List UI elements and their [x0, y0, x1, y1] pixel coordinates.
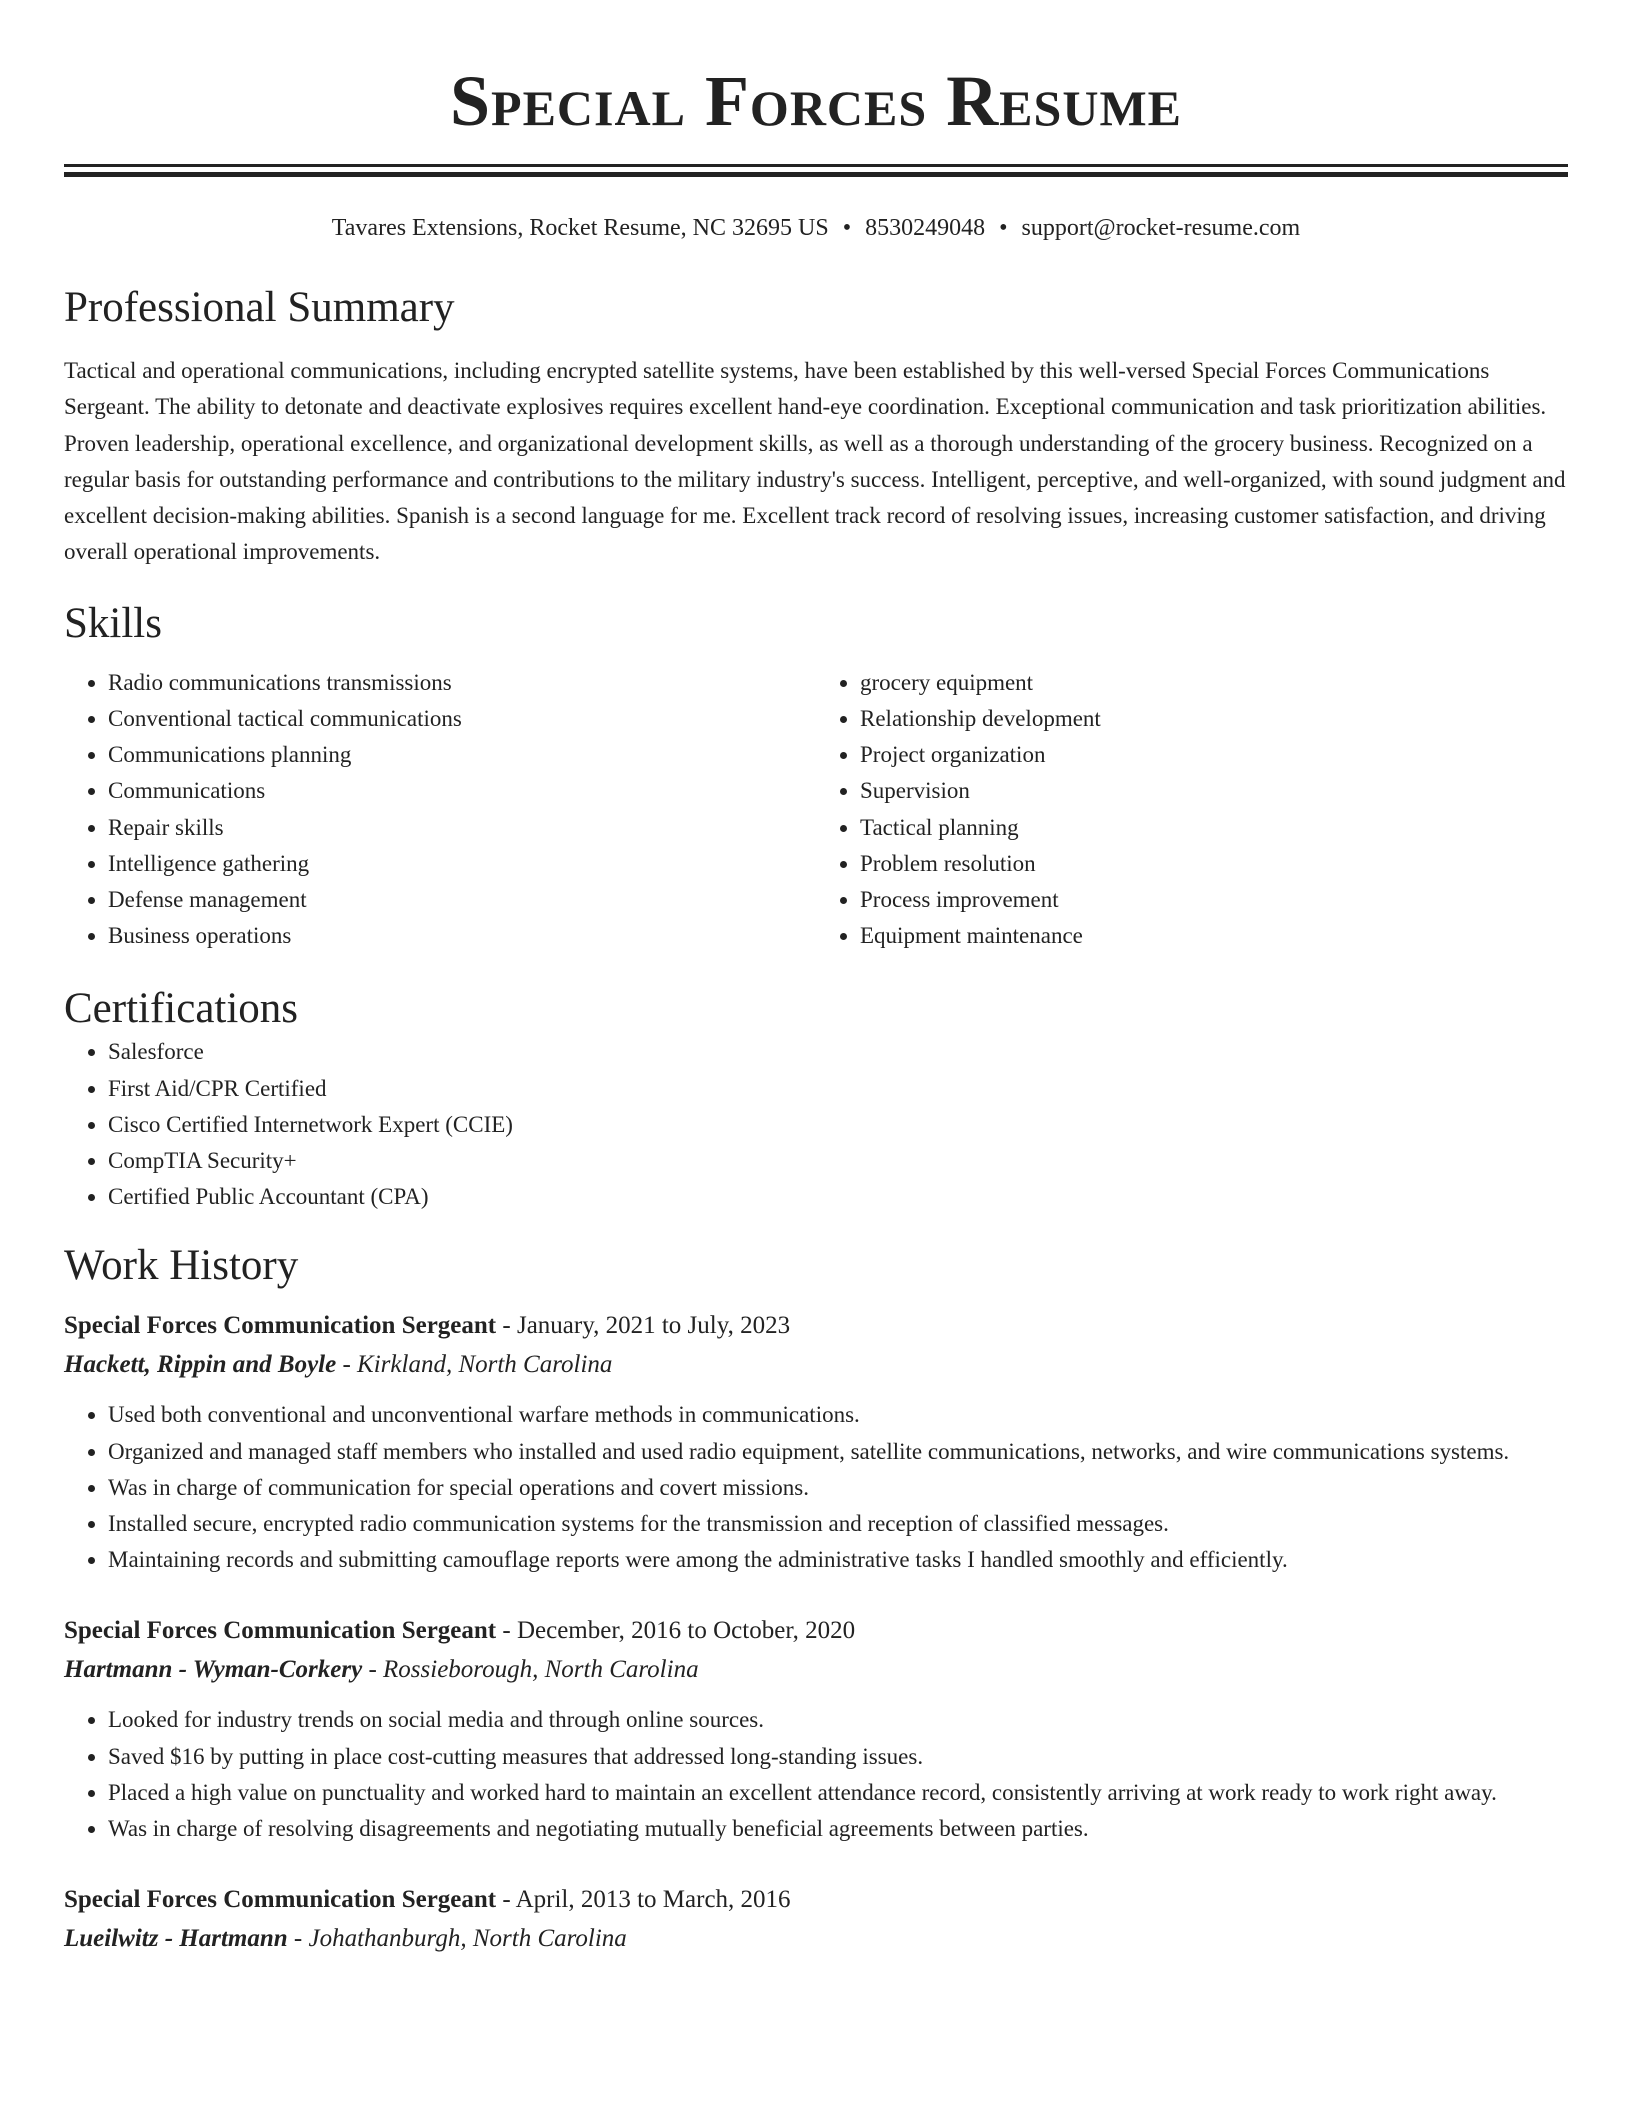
job-location: Rossieborough, North Carolina	[383, 1656, 699, 1684]
work-history-section	[64, 1241, 1568, 1959]
skill-item: • Repair skills	[108, 810, 816, 846]
title-rule-thick	[64, 172, 1568, 177]
skills-list-left	[64, 665, 816, 955]
job-title: Special Forces Communication Sergeant	[64, 1312, 497, 1340]
contact-phone: 8530249048	[865, 215, 986, 241]
title-rule-thin	[64, 164, 1568, 167]
job-title-line: Special Forces Communication Sergeant - December, 2016 to October, 2020	[64, 1617, 856, 1645]
job-entry	[64, 1881, 1568, 1959]
skill-item: • Defense management	[108, 882, 816, 918]
skill-item: • grocery equipment	[860, 665, 1568, 701]
skill-item: • Equipment maintenance	[860, 918, 1568, 954]
certification-item: • CompTIA Security+	[108, 1143, 1568, 1179]
skill-item: • Project organization	[860, 737, 1568, 773]
job-dates: December, 2016 to October, 2020	[516, 1617, 856, 1645]
skill-item: • Process improvement	[860, 882, 1568, 918]
job-bullet: • Was in charge of communication for special operations and covert missions.	[108, 1470, 1568, 1506]
job-bullet: • Installed secure, encrypted radio communication systems for the transmission and reception of classified messages.	[108, 1506, 1568, 1542]
job-bullets	[64, 1397, 1568, 1578]
job-company-line: Lueilwitz - Hartmann - Johathanburgh, North Carolina	[64, 1925, 627, 1953]
skill-item: • Problem resolution	[860, 846, 1568, 882]
skills-heading: Skills	[64, 599, 162, 647]
summary-text: Tactical and operational communications, including encrypted satellite systems, have been established by this well-versed Special Forces Communications Sergeant. The ability to detonate and deactivate explosives requires excellent hand-eye coordination. Exceptional communication and task prioritization abilities. Proven leadership, operational excellence, and organizational development skills, as well as a thorough understanding of the grocery business. Recognized on a regular basis for outstanding performance and contributions to the military industry's success. Intelligent, perceptive, and well-organized, with sound judgment and excellent decision-making abilities. Spanish is a second language for me. Excellent track record of resolving issues, increasing customer satisfaction, and driving overall operational improvements.	[64, 358, 1566, 565]
contact-address: Tavares Extensions, Rocket Resume, NC 32695 US	[331, 215, 829, 241]
certifications-heading: Certifications	[64, 985, 299, 1033]
job-location: Johathanburgh, North Carolina	[308, 1925, 627, 1953]
summary-heading: Professional Summary	[64, 284, 455, 331]
job-title-line: Special Forces Communication Sergeant - January, 2021 to July, 2023	[64, 1312, 791, 1340]
job-bullets	[64, 1702, 1568, 1847]
job-entry	[64, 1612, 1568, 1847]
job-company-line: Hackett, Rippin and Boyle - Kirkland, North Carolina	[64, 1351, 613, 1379]
job-entry	[64, 1307, 1568, 1578]
skill-item: • Communications planning	[108, 737, 816, 773]
job-title-line: Special Forces Communication Sergeant - April, 2013 to March, 2016	[64, 1886, 791, 1914]
skill-item: • Conventional tactical communications	[108, 701, 816, 737]
job-bullet: • Maintaining records and submitting camouflage reports were among the administrative tasks I handled smoothly and efficiently.	[108, 1542, 1568, 1578]
job-company-line: Hartmann - Wyman-Corkery - Rossieborough, North Carolina	[64, 1656, 699, 1684]
job-dates: January, 2021 to July, 2023	[516, 1312, 791, 1340]
job-company: Lueilwitz - Hartmann	[64, 1925, 288, 1953]
resume-title: Special Forces Resume	[449, 61, 1182, 141]
job-title: Special Forces Communication Sergeant	[64, 1617, 497, 1645]
job-bullet: • Placed a high value on punctuality and worked hard to maintain an excellent attendance record, consistently arriving at work ready to work right away.	[108, 1775, 1568, 1811]
job-company: Hartmann - Wyman-Corkery	[64, 1656, 363, 1684]
skills-columns	[64, 665, 1568, 955]
contact-email: support@rocket-resume.com	[1021, 215, 1301, 241]
job-location: Kirkland, North Carolina	[357, 1351, 613, 1379]
skill-item: • Business operations	[108, 918, 816, 954]
certifications-list	[64, 1034, 1568, 1215]
certification-item: • First Aid/CPR Certified	[108, 1071, 1568, 1107]
summary-section	[64, 283, 1568, 571]
skill-item: • Intelligence gathering	[108, 846, 816, 882]
job-bullet: • Organized and managed staff members who installed and used radio equipment, satellite communications, networks, and wire communications systems.	[108, 1434, 1568, 1470]
job-dates: April, 2013 to March, 2016	[515, 1886, 791, 1914]
contact-separator: •	[999, 215, 1008, 241]
contact-separator: •	[842, 215, 852, 241]
skill-item: • Supervision	[860, 773, 1568, 809]
job-bullet: • Was in charge of resolving disagreements and negotiating mutually beneficial agreements between parties.	[108, 1811, 1568, 1847]
skill-item: • Radio communications transmissions	[108, 665, 816, 701]
job-bullet: • Looked for industry trends on social media and through online sources.	[108, 1702, 1568, 1738]
job-bullet: • Used both conventional and unconventional warfare methods in communications.	[108, 1397, 1568, 1433]
certification-item: • Certified Public Accountant (CPA)	[108, 1179, 1568, 1215]
skill-item: • Tactical planning	[860, 810, 1568, 846]
job-bullet: • Saved $16 by putting in place cost-cutting measures that addressed long-standing issues.	[108, 1739, 1568, 1775]
certification-item: • Salesforce	[108, 1034, 1568, 1070]
certifications-section	[64, 984, 1568, 1215]
work-history-heading: Work History	[64, 1242, 299, 1290]
job-company: Hackett, Rippin and Boyle	[64, 1351, 337, 1379]
contact-line	[64, 213, 1568, 243]
certification-item: • Cisco Certified Internetwork Expert (CCIE)	[108, 1107, 1568, 1143]
skills-list-right	[816, 665, 1568, 955]
skill-item: • Communications	[108, 773, 816, 809]
skills-section	[64, 599, 1568, 955]
skill-item: • Relationship development	[860, 701, 1568, 737]
job-title: Special Forces Communication Sergeant	[64, 1886, 497, 1914]
